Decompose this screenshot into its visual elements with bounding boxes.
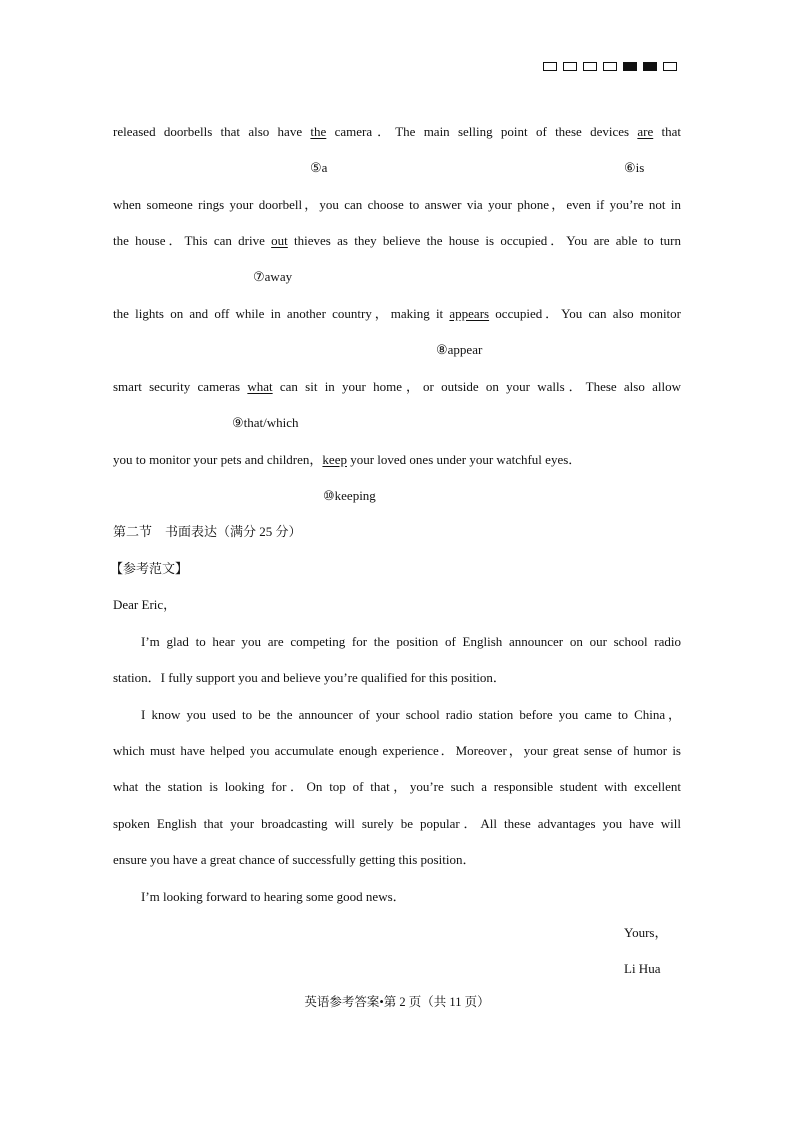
page-marker-box (603, 62, 617, 71)
letter-signature: Li Hua (624, 961, 661, 976)
error-word: keep (322, 452, 347, 467)
letter-p1-line-1: I’m glad to hear you are competing for the position of English announcer on our school radio (141, 634, 681, 649)
text-segment: the house．This can drive (113, 233, 272, 248)
letter-p1-line-2: station．I fully support you and believe you’re qualified for this position． (113, 670, 506, 685)
passage-line-5 (113, 378, 681, 396)
error-word: what (247, 379, 273, 394)
reference-title: 【参考范文】 (110, 561, 189, 576)
section-heading: 第二节 书面表达（满分 25 分） (113, 524, 302, 539)
correction-6: ⑥is (624, 160, 645, 175)
page-marker-box (583, 62, 597, 71)
letter-p3: I’m looking forward to hearing some good news． (141, 889, 406, 904)
letter-p2-line-4: spoken English that your broadcasting will surely be popular．All these advantages you have will (113, 816, 681, 831)
letter-p2-line-3: what the station is looking for．On top of that，you’re such a responsible student with excellent (113, 779, 681, 794)
text-segment: camera．The main selling point of these devices (326, 124, 638, 139)
correction-9: ⑨that/which (232, 415, 299, 430)
text-segment: your loved ones under your watchful eyes． (346, 452, 582, 467)
correction-8: ⑧appear (436, 342, 483, 357)
text-segment: thieves as they believe the house is occupied．You are able to turn (287, 233, 681, 248)
passage-line-6 (113, 451, 681, 469)
error-word: are (637, 124, 654, 139)
passage-line-4 (113, 305, 681, 323)
page-marker-box (643, 62, 657, 71)
letter-p2-line-5: ensure you have a great chance of successfully getting this position． (113, 852, 476, 867)
page-marker-box (543, 62, 557, 71)
letter-p2-line-1: I know you used to be the announcer of your school radio station before you came to China， (141, 707, 681, 722)
text-segment: you to monitor your pets and children， (113, 452, 323, 467)
passage-line-3 (113, 232, 681, 250)
letter-salutation: Dear Eric， (113, 597, 177, 612)
text-segment: occupied．You can also monitor (489, 306, 682, 321)
letter-p2-line-2: which must have helped you accumulate enough experience．Moreover，your great sense of humor is (113, 743, 681, 758)
page-marker-box (623, 62, 637, 71)
passage-line-2: when someone rings your doorbell，you can choose to answer via your phone，even if you’re not in (113, 197, 681, 212)
error-word: the (310, 124, 327, 139)
correction-10: ⑩keeping (323, 488, 376, 503)
letter-closing: Yours， (624, 925, 668, 940)
error-word: appears (449, 306, 490, 321)
passage-line-1 (113, 123, 681, 141)
page-marker-box (563, 62, 577, 71)
text-segment: can sit in your home，or outside on your walls．These also allow (272, 379, 681, 394)
page-footer: 英语参考答案•第 2 页（共 11 页） (304, 995, 490, 1009)
error-word: out (271, 233, 288, 248)
page-marker-boxes (543, 62, 677, 71)
text-segment: that (653, 124, 682, 139)
text-segment: released doorbells that also have (113, 124, 311, 139)
text-segment: smart security cameras (113, 379, 248, 394)
page-marker-box (663, 62, 677, 71)
text-segment: the lights on and off while in another country，making it (113, 306, 450, 321)
correction-5: ⑤a (310, 160, 328, 175)
correction-7: ⑦away (253, 269, 293, 284)
